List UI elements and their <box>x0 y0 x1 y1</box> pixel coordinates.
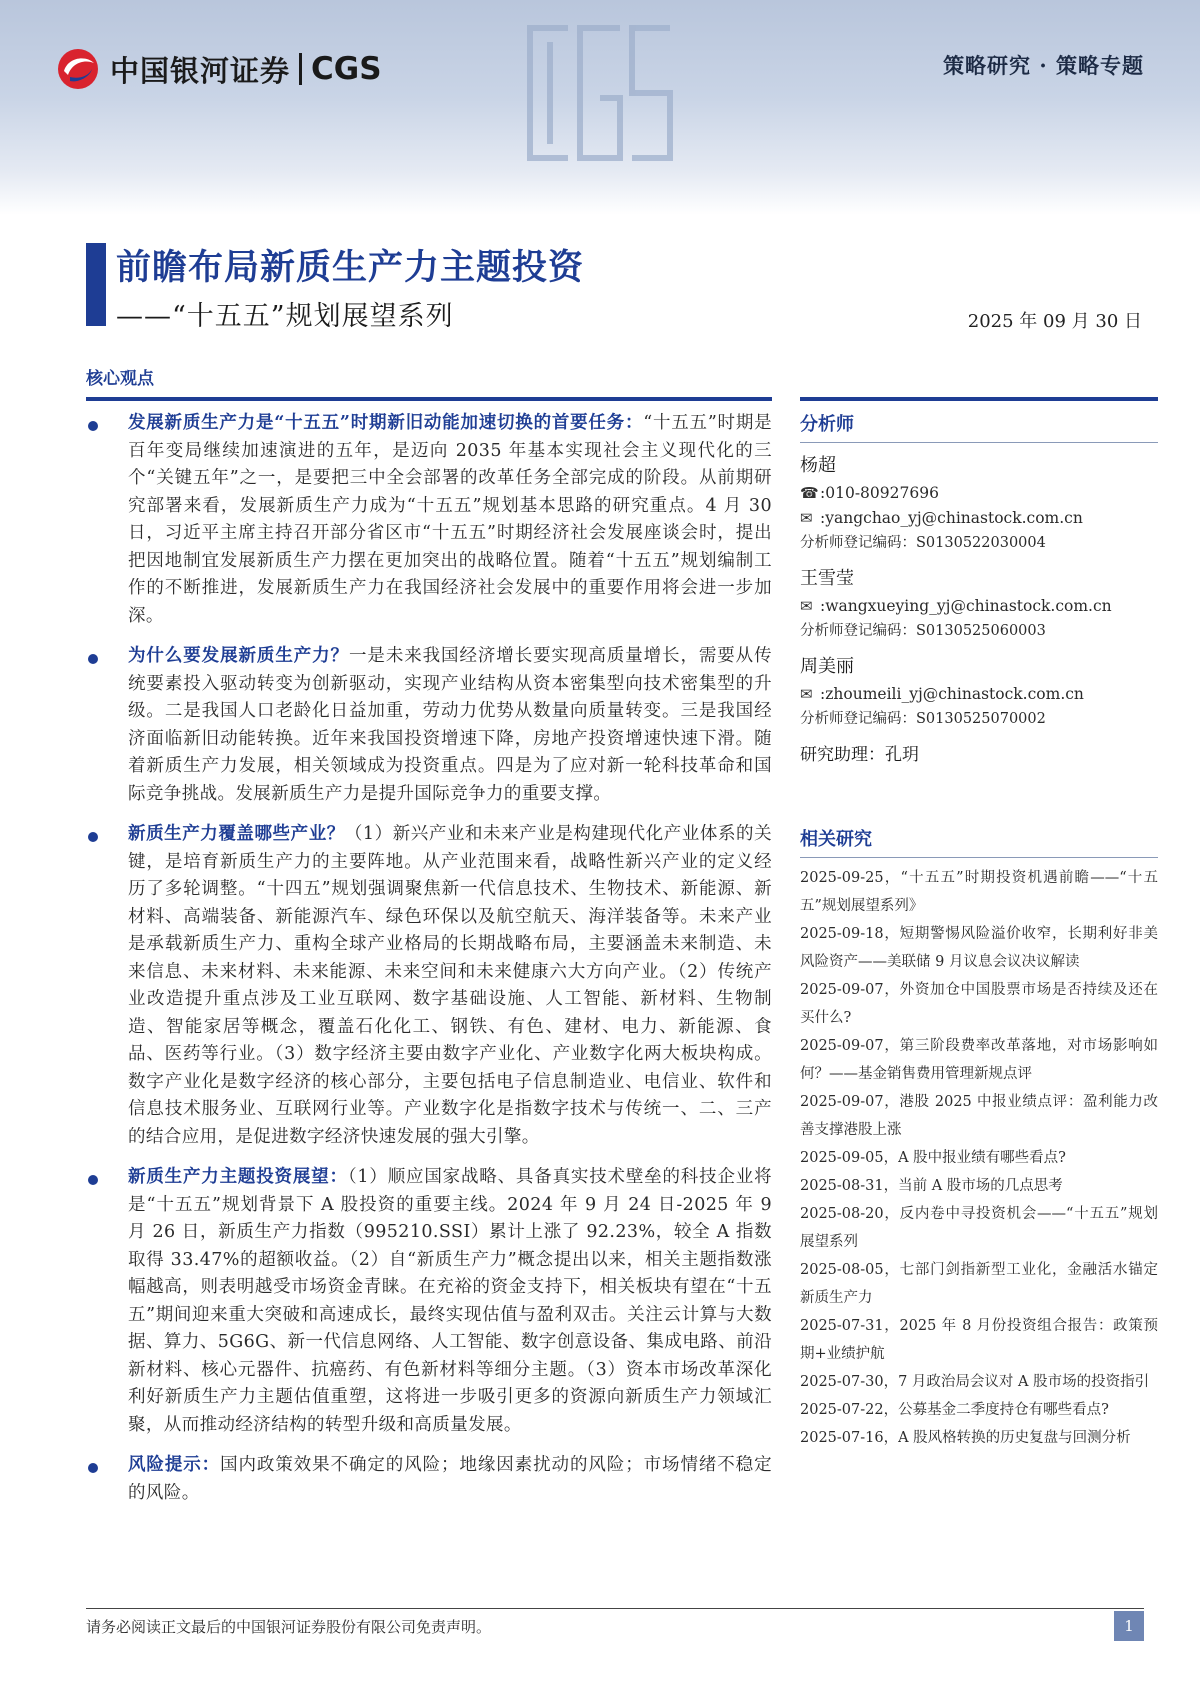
bullet-text: “十五五”时期是百年变局继续加速演进的五年，是迈向 2035 年基本实现社会主义现代化的三个“关键五年”之一，是要把三中全会部署的改革任务全部完成的阶段。从前期研究部署来看，发展新质生产力成为“十五五”规划基本思路的研究重点。4 月 30 日，习近平主席主持召开部分省区市“十五五”时期经济社会发展座谈会时，提出把因地制宜发展新质生产力摆在更加突出的战略位置。随着“十五五”规划编制工作的不断推进，发展新质生产力在我国经济社会发展中的重要作用将会进一步加深。 <box>128 413 773 626</box>
right-column-rule <box>800 397 1158 401</box>
analyst-email-value[interactable]: yangchao_yj@chinastock.com.cn <box>825 509 1083 527</box>
analyst-section-rule <box>800 442 1158 443</box>
bullet-paragraph <box>128 1164 772 1439</box>
section-label-core-views: 核心观点 <box>86 369 154 389</box>
analyst-name: 周美丽 <box>800 656 854 677</box>
bullet-item <box>86 821 772 1151</box>
related-research-item[interactable]: 2025-08-05，七部门剑指新型工业化，金融活水锚定新质生产力 <box>800 1262 1158 1306</box>
report-title: 前瞻布局新质生产力主题投资 <box>116 247 585 288</box>
page-number: 1 <box>1114 1611 1144 1641</box>
related-research-item[interactable]: 2025-08-20，反内卷中寻投资机会——“十五五”规划展望系列 <box>800 1206 1158 1250</box>
report-category: 策略研究 · 策略专题 <box>943 53 1144 78</box>
envelope-icon: ✉ <box>800 685 813 703</box>
bullet-paragraph <box>128 410 772 630</box>
sidebar <box>800 408 1158 1452</box>
bullet-lead: 发展新质生产力是“十五五”时期新旧动能加速切换的首要任务： <box>128 413 644 433</box>
analyst-email[interactable]: ✉ : zhoumeili_yj@chinastock.com.cn <box>800 682 1158 707</box>
analyst-registration: 分析师登记编码：S0130522030004 <box>800 535 1046 551</box>
bullet-text: （1）新兴产业和未来产业是构建现代化产业体系的关键，是培育新质生产力的主要阵地。从产业范围来看，战略性新兴产业的定义经历了多轮调整。“十四五”规划强调聚焦新一代信息技术、生物技术、新能源、新材料、高端装备、新能源汽车、绿色环保以及航空航天、海洋装备等。未来产业是承载新质生产力、重构全球产业格局的长期战略布局，主要涵盖未来制造、未来信息、未来材料、未来能源、未来空间和未来健康六大方向产业。（2）传统产业改造提升重点涉及工业互联网、数字基础设施、人工智能、新材料、生物制造、智能家居等概念，覆盖石化化工、钢铁、有色、建材、电力、新能源、食品、医药等行业。（3）数字经济主要由数字产业化、产业数字化两大板块构成。数字产业化是数字经济的核心部分，主要包括电子信息制造业、电信业、软件和信息技术服务业、互联网行业等。产业数字化是指数字技术与传统一、二、三产的结合应用，是促进数字经济快速发展的强大引擎。 <box>128 824 772 1147</box>
bullet-lead: 新质生产力主题投资展望： <box>128 1167 348 1187</box>
analyst-phone-value: 010-80927696 <box>825 484 939 502</box>
related-research <box>800 823 1158 1452</box>
analyst-email[interactable]: ✉ : yangchao_yj@chinastock.com.cn <box>800 506 1158 531</box>
related-research-item[interactable]: 2025-07-16，A 股风格转换的历史复盘与回测分析 <box>800 1430 1131 1446</box>
related-research-item[interactable]: 2025-07-22，公募基金二季度持仓有哪些看点? <box>800 1402 1109 1418</box>
analyst-name: 杨超 <box>800 455 836 476</box>
related-research-item[interactable]: 2025-07-30，7 月政治局会议对 A 股市场的投资指引 <box>800 1374 1150 1390</box>
analyst-email-value[interactable]: zhoumeili_yj@chinastock.com.cn <box>825 685 1084 703</box>
related-research-item[interactable]: 2025-09-07，第三阶段费率改革落地，对市场影响如何？——基金销售费用管理新规点评 <box>800 1038 1158 1082</box>
footer-rule <box>86 1608 1144 1609</box>
bullet-lead: 为什么要发展新质生产力？ <box>128 646 349 666</box>
related-research-item[interactable]: 2025-09-25，“十五五”时期投资机遇前瞻——“十五五”规划展望系列》 <box>800 870 1158 914</box>
envelope-icon: ✉ <box>800 597 813 615</box>
bullet-text: （1）顺应国家战略、具备真实技术壁垒的科技企业将是“十五五”规划背景下 A 股投资的重要主线。2024 年 9 月 24 日-2025 年 9 月 26 日，新质生产力指数（995210.SSI）累计上涨了 92.23%，较全 A 指数取得 33.47%的超额收益。（2）自“新质生产力”概念提出以来，相关主题指数涨幅越高，则表明越受市场资金青睐。在充裕的资金支持下，相关板块有望在“十五五”期间迎来重大突破和高速成长，最终实现估值与盈利双击。关注云计算与大数据、算力、5G6G、新一代信息网络、人工智能、数字创意设备、集成电路、前沿新材料、核心元器件、抗癌药、有色新材料等细分主题。（3）资本市场改革深化利好新质生产力主题估值重塑，这将进一步吸引更多的资源向新质生产力领域汇聚，从而推动经济结构的转型升级和高质量发展。 <box>128 1167 772 1435</box>
related-section-rule <box>800 857 1158 858</box>
related-research-item[interactable]: 2025-09-05，A 股中报业绩有哪些看点? <box>800 1150 1066 1166</box>
footer-disclaimer: 请务必阅读正文最后的中国银河证券股份有限公司免责声明。 <box>86 1618 492 1636</box>
bullet-icon <box>88 1463 98 1473</box>
bullet-paragraph <box>128 821 772 1151</box>
bullet-lead: 新质生产力覆盖哪些产业？ <box>128 824 345 844</box>
related-research-item[interactable]: 2025-09-07，外资加仓中国股票市场是否持续及还在买什么? <box>800 982 1158 1026</box>
logo-chinese-text: 中国银河证券 <box>110 53 291 88</box>
cgs-watermark <box>520 18 680 168</box>
analyst-email-value[interactable]: wangxueying_yj@chinastock.com.cn <box>825 597 1112 615</box>
title-accent-bar <box>86 243 106 326</box>
analyst-registration: 分析师登记编码：S0130525060003 <box>800 623 1046 639</box>
bullet-text: 国内政策效果不确定的风险；地缘因素扰动的风险；市场情绪不稳定的风险。 <box>128 1455 773 1503</box>
cgs-swirl-icon <box>56 47 100 91</box>
brand-logo <box>56 44 382 94</box>
bullet-paragraph <box>128 1452 772 1507</box>
report-subtitle: ——“十五五”规划展望系列 <box>116 301 454 332</box>
analyst-section-title: 分析师 <box>800 414 854 435</box>
bullet-icon <box>88 1175 98 1185</box>
logo-separator <box>299 53 302 85</box>
bullet-paragraph <box>128 643 772 808</box>
related-research-item[interactable]: 2025-07-31，2025 年 8 月份投资组合报告：政策预期+业绩护航 <box>800 1318 1158 1362</box>
bullet-icon <box>88 832 98 842</box>
bullet-icon <box>88 421 98 431</box>
bullet-item <box>86 410 772 630</box>
bullet-lead: 风险提示： <box>128 1455 221 1475</box>
related-research-item[interactable]: 2025-09-18，短期警惕风险溢价收窄，长期利好非美风险资产——美联储 9 月议息会议决议解读 <box>800 926 1158 970</box>
report-date: 2025 年 09 月 30 日 <box>967 311 1142 332</box>
research-assistant: 研究助理：孔玥 <box>800 745 919 765</box>
related-research-item[interactable]: 2025-09-07，港股 2025 中报业绩点评：盈利能力改善支撑港股上涨 <box>800 1094 1158 1138</box>
phone-icon: ☎ <box>800 484 819 502</box>
bullet-item <box>86 1452 772 1507</box>
bullet-text: 一是未来我国经济增长要实现高质量增长，需要从传统要素投入驱动转变为创新驱动，实现产业结构从资本密集型向技术密集型的升级。二是我国人口老龄化日益加重，劳动力优势从数量向质量转变。三是我国经济面临新旧动能转换。近年来我国投资增速下降，房地产投资增速快速下滑。随着新质生产力发展，相关领域成为投资重点。四是为了应对新一轮科技革命和国际竞争挑战。发展新质生产力是提升国际竞争力的重要支撑。 <box>128 646 772 804</box>
logo-english-text: CGS <box>311 51 382 87</box>
header-band <box>0 0 1200 215</box>
envelope-icon: ✉ <box>800 509 813 527</box>
bullet-icon <box>88 654 98 664</box>
left-column-rule <box>86 397 772 401</box>
analyst-name: 王雪莹 <box>800 568 854 589</box>
analyst-email[interactable]: ✉ : wangxueying_yj@chinastock.com.cn <box>800 594 1158 619</box>
analyst-phone: ☎ : 010-80927696 <box>800 481 1158 506</box>
core-views-list <box>86 410 772 1520</box>
related-section-title: 相关研究 <box>800 829 872 850</box>
analyst-registration: 分析师登记编码：S0130525070002 <box>800 711 1046 727</box>
bullet-item <box>86 643 772 808</box>
related-research-item[interactable]: 2025-08-31，当前 A 股市场的几点思考 <box>800 1178 1063 1194</box>
bullet-item <box>86 1164 772 1439</box>
